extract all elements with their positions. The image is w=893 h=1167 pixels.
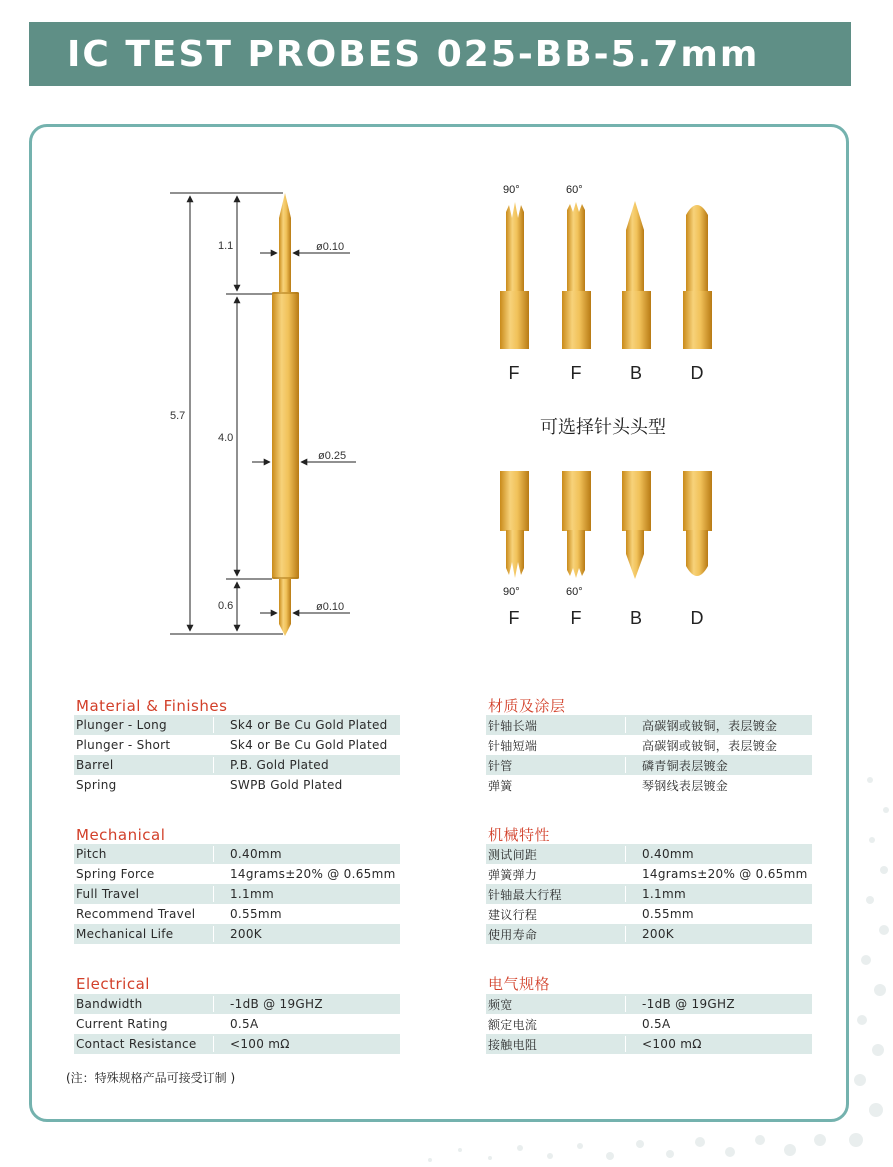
table-row: [74, 924, 400, 944]
tip-bottom-label-1: F: [508, 608, 520, 628]
table-row: [74, 844, 400, 864]
section-title-electrical-cn: 电气规格: [488, 975, 551, 993]
table-row: [74, 1034, 400, 1054]
tip-top-d: [683, 205, 712, 349]
table-mechanical-en: [74, 844, 400, 944]
spec-name: Pitch: [76, 847, 107, 861]
table-mechanical-cn: [486, 844, 812, 944]
table-row: [486, 904, 812, 924]
spec-value: 0.40mm: [642, 847, 694, 861]
spec-name: 针轴长端: [488, 718, 538, 733]
dia-label-barrel: ø0.25: [318, 450, 347, 462]
spec-value: 0.5A: [642, 1017, 671, 1031]
spec-value: 1.1mm: [642, 887, 686, 901]
tip-bottom-d: [683, 471, 712, 576]
tip-top-label-3: B: [629, 363, 642, 383]
spec-value: -1dB @ 19GHZ: [642, 997, 735, 1011]
spec-value: 琴钢线表层镀金: [642, 778, 729, 793]
spec-name: 弹簧: [488, 778, 513, 793]
spec-name: Barrel: [76, 758, 114, 772]
spec-name: Current Rating: [76, 1017, 168, 1031]
tip-top-angle-2: 60°: [566, 184, 583, 196]
spec-name: Plunger - Short: [76, 738, 171, 752]
tip-top-f90: [500, 202, 529, 349]
dia-label-bottom: ø0.10: [316, 601, 345, 613]
dim-label-total: 5.7: [170, 410, 186, 422]
tip-top-f60: [562, 202, 591, 349]
spec-value: <100 mΩ: [230, 1037, 290, 1051]
table-row: [74, 775, 400, 795]
spec-name: Spring: [76, 778, 117, 792]
footnote: (注：特殊规格产品可接受订制 ): [66, 1071, 236, 1085]
tip-top-label-1: F: [508, 363, 520, 383]
section-title-material-en: Material & Finishes: [76, 697, 228, 715]
table-row: [486, 1034, 812, 1054]
table-row: [74, 904, 400, 924]
section-title-electrical-en: Electrical: [76, 975, 150, 993]
table-electrical-en: [74, 994, 400, 1054]
section-title-material-cn: 材质及涂层: [488, 697, 566, 715]
spec-value: 200K: [642, 927, 674, 941]
tip-top-b: [622, 201, 651, 349]
table-row: [74, 864, 400, 884]
spec-name: Contact Resistance: [76, 1037, 197, 1051]
tip-top-label-4: D: [690, 363, 704, 383]
spec-name: 弹簧弹力: [488, 867, 538, 882]
spec-value: 0.55mm: [642, 907, 694, 921]
table-row: [74, 994, 400, 1014]
spec-value: P.B. Gold Plated: [230, 758, 329, 772]
spec-value: 0.55mm: [230, 907, 282, 921]
tip-bottom-label-4: D: [690, 608, 704, 628]
spec-name: 针管: [488, 758, 513, 773]
table-material-cn: [486, 715, 812, 795]
table-row: [74, 1014, 400, 1034]
table-row: [486, 735, 812, 755]
spec-name: Bandwidth: [76, 997, 143, 1011]
spec-name: Spring Force: [76, 867, 155, 881]
tip-bottom-f60: [562, 471, 591, 578]
spec-name: Mechanical Life: [76, 927, 174, 941]
spec-value: Sk4 or Be Cu Gold Plated: [230, 738, 388, 752]
spec-name: 建议行程: [488, 907, 538, 922]
table-row: [74, 715, 400, 735]
table-material-en: [74, 715, 400, 795]
spec-value: 200K: [230, 927, 262, 941]
spec-name: 接触电阻: [488, 1037, 538, 1052]
spec-value: 14grams±20% @ 0.65mm: [642, 867, 808, 881]
table-row: [486, 924, 812, 944]
spec-name: Plunger - Long: [76, 718, 167, 732]
table-row: [74, 755, 400, 775]
page-title: IC TEST PROBES 025-BB-5.7mm: [67, 33, 760, 75]
tip-top-label-2: F: [570, 363, 582, 383]
dim-label-plunger-bottom: 0.6: [218, 600, 234, 612]
table-row: [486, 715, 812, 735]
spec-name: 频宽: [488, 997, 513, 1012]
tip-bottom-label-3: B: [629, 608, 642, 628]
table-row: [486, 775, 812, 795]
spec-name: 测试间距: [488, 847, 538, 862]
spec-name: 额定电流: [488, 1017, 538, 1032]
table-row: [486, 1014, 812, 1034]
spec-value: 0.5A: [230, 1017, 259, 1031]
table-row: [74, 735, 400, 755]
spec-name: 使用寿命: [488, 927, 538, 942]
spec-value: 0.40mm: [230, 847, 282, 861]
tip-bottom-f90: [500, 471, 529, 578]
spec-value: <100 mΩ: [642, 1037, 702, 1051]
spec-value: SWPB Gold Plated: [230, 778, 343, 792]
spec-value: 高碳钢或铍铜，表层镀金: [642, 738, 778, 753]
tip-bottom-b: [622, 471, 651, 579]
table-row: [486, 994, 812, 1014]
table-row: [486, 844, 812, 864]
section-title-mechanical-cn: 机械特性: [488, 826, 551, 844]
dim-label-plunger-top: 1.1: [218, 240, 234, 252]
table-electrical-cn: [486, 994, 812, 1054]
tip-top-angle-1: 90°: [503, 184, 520, 196]
spec-value: 磷青铜表层镀金: [642, 758, 729, 773]
spec-name: 针轴最大行程: [488, 887, 562, 902]
spec-value: 1.1mm: [230, 887, 274, 901]
dia-label-top: ø0.10: [316, 241, 345, 253]
spec-name: Full Travel: [76, 887, 140, 901]
tip-bottom-angle-1: 90°: [503, 586, 520, 598]
spec-name: Recommend Travel: [76, 907, 196, 921]
dim-label-barrel: 4.0: [218, 432, 234, 444]
table-row: [486, 864, 812, 884]
table-row: [74, 884, 400, 904]
spec-value: -1dB @ 19GHZ: [230, 997, 323, 1011]
tip-bottom-label-2: F: [570, 608, 582, 628]
table-row: [486, 884, 812, 904]
tip-bottom-angle-2: 60°: [566, 586, 583, 598]
tip-styles-caption: 可选择针头头型: [540, 417, 666, 438]
spec-name: 针轴短端: [488, 738, 538, 753]
spec-value: 14grams±20% @ 0.65mm: [230, 867, 396, 881]
spec-value: Sk4 or Be Cu Gold Plated: [230, 718, 388, 732]
section-title-mechanical-en: Mechanical: [76, 826, 166, 844]
table-row: [486, 755, 812, 775]
spec-value: 高碳钢或铍铜，表层镀金: [642, 718, 778, 733]
